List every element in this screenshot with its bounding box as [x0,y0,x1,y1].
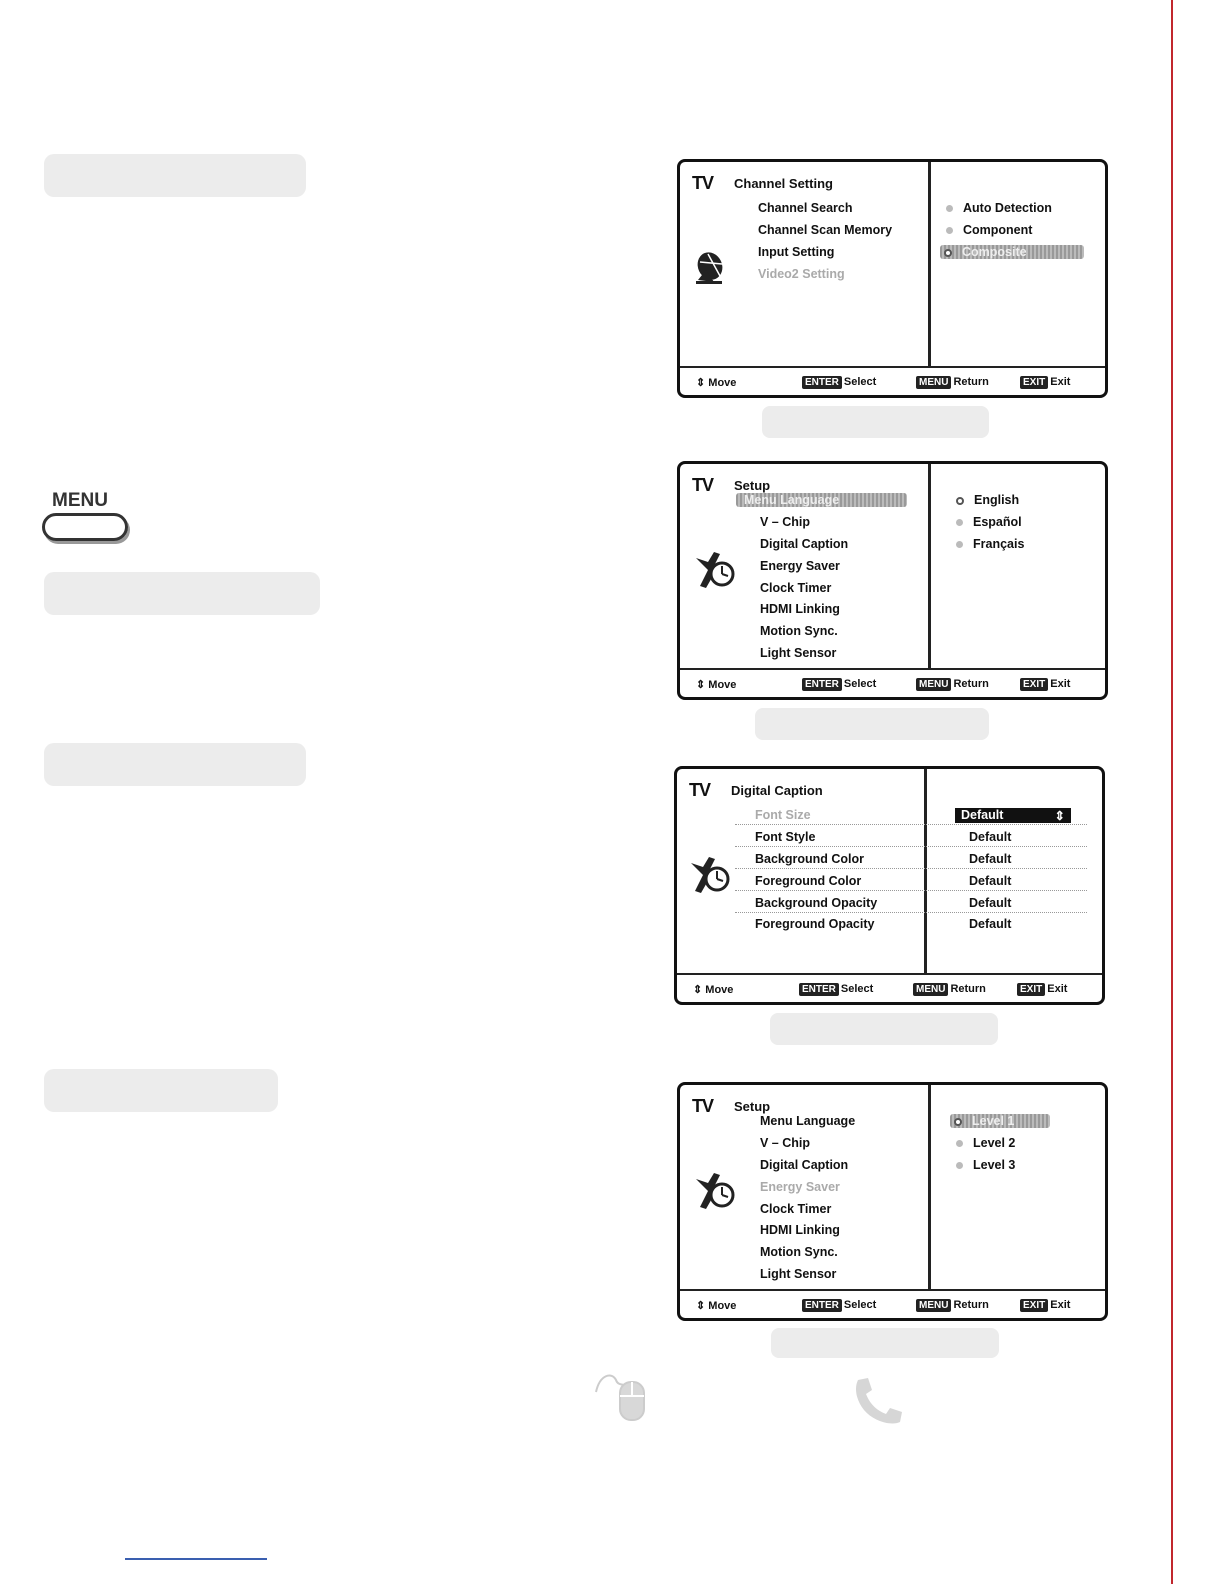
option-label: Level 3 [973,1158,1016,1172]
menu-item-v-chip[interactable]: V – Chip [760,1136,811,1150]
osd-divider [924,769,927,973]
footer-return: MENU Return [916,678,989,691]
up-down-arrow-icon: ⇕ [696,679,706,691]
footer-exit: EXIT Exit [1020,678,1070,691]
menu-item-energy-saver[interactable]: Energy Saver [760,559,840,573]
radio-icon [946,227,953,234]
menu-title: Setup [734,478,771,493]
osd-divider [928,464,931,668]
menu-item-light-sensor[interactable]: Light Sensor [760,1267,837,1281]
footer-move: ⇕ Move [696,1300,737,1312]
menu-title: Digital Caption [731,783,823,798]
exit-key-icon: EXIT [1017,983,1045,996]
caption-row-foreground-color[interactable]: Foreground Color [755,874,862,888]
menu-item-light-sensor[interactable]: Light Sensor [760,646,837,660]
menu-item-menu-language[interactable]: Menu Language [760,1114,856,1128]
footer-return: MENU Return [916,1299,989,1312]
menu-item-channel-search[interactable]: Channel Search [758,201,853,215]
page-edge-rule [1171,0,1173,1584]
up-down-arrow-icon: ⇕ [696,377,706,389]
osd-footer [680,668,1105,700]
enter-key-icon: ENTER [802,376,842,389]
option-label: Level 1 [972,1114,1015,1128]
option-label: Component [963,223,1033,237]
radio-selected-icon [954,1118,962,1126]
osd-divider [928,1085,931,1289]
screen-caption-4 [771,1328,999,1358]
osd-setup-language [677,461,1108,700]
option-espanol[interactable] [956,515,1022,529]
option-component[interactable] [946,223,1032,237]
row-separator [735,824,1087,825]
menu-item-energy-saver[interactable]: Energy Saver [760,1180,840,1194]
menu-item-video2-setting[interactable]: Video2 Setting [758,267,845,281]
radio-selected-icon [944,249,952,257]
background-opacity-value: Default [969,896,1012,910]
enter-key-icon: ENTER [802,1299,842,1312]
option-label: Auto Detection [963,201,1052,215]
tv-label: TV [692,475,714,495]
caption-row-font-style[interactable]: Font Style [755,830,816,844]
font-size-value-select[interactable]: Default ⇕ [955,808,1071,823]
footer-move: ⇕ Move [696,377,737,389]
menu-item-hdmi-linking[interactable]: HDMI Linking [760,1223,840,1237]
enter-key-icon: ENTER [802,678,842,691]
option-label: Español [973,515,1022,529]
menu-title: Setup [734,1099,771,1114]
menu-item-clock-timer[interactable]: Clock Timer [760,1202,832,1216]
menu-button-label: MENU [52,490,108,511]
caption-row-background-color[interactable]: Background Color [755,852,865,866]
setup-tools-clock-icon [687,855,731,902]
screen-caption-2 [755,708,989,740]
footer-exit: EXIT Exit [1020,1299,1070,1312]
tv-label: TV [692,173,714,193]
section-heading-4 [44,1069,278,1112]
footer-select: ENTER Select [802,1299,876,1312]
osd-footer [677,973,1102,1005]
exit-key-icon: EXIT [1020,1299,1048,1312]
row-separator [735,890,1087,891]
section-heading-3 [44,743,306,786]
footer-select: ENTER Select [802,376,876,389]
up-down-arrow-icon: ⇕ [696,1300,706,1312]
footer-move: ⇕ Move [696,679,737,691]
menu-key-icon: MENU [916,376,951,389]
caption-row-font-size[interactable]: Font Size [755,808,811,822]
option-label: Level 2 [973,1136,1016,1150]
up-down-arrow-icon: ⇕ [693,984,703,996]
footer-select: ENTER Select [799,983,873,996]
row-separator [735,846,1087,847]
phone-icon [852,1376,906,1433]
setup-tools-clock-icon [692,1171,736,1218]
font-style-value: Default [969,830,1012,844]
menu-remote-button[interactable] [42,490,128,546]
radio-icon [946,205,953,212]
radio-icon [956,1162,963,1169]
menu-item-digital-caption[interactable]: Digital Caption [760,1158,849,1172]
footer-exit: EXIT Exit [1017,983,1067,996]
radio-icon [956,519,963,526]
footer-select: ENTER Select [802,678,876,691]
footer-exit: EXIT Exit [1020,376,1070,389]
option-level-2[interactable] [956,1136,1015,1150]
radio-selected-icon [956,497,964,505]
osd-setup-energy-saver [677,1082,1108,1321]
menu-item-hdmi-linking[interactable]: HDMI Linking [760,602,840,616]
option-label: Composite [962,245,1027,259]
up-down-arrow-icon: ⇕ [1054,809,1065,823]
footer-move: ⇕ Move [693,984,734,996]
tv-label: TV [692,1096,714,1116]
caption-row-background-opacity[interactable]: Background Opacity [755,896,878,910]
option-auto-detection[interactable] [946,201,1052,215]
foreground-opacity-value: Default [969,917,1012,931]
section-heading-2 [44,572,320,615]
menu-item-v-chip[interactable]: V – Chip [760,515,811,529]
menu-button-shape [42,513,128,541]
option-francais[interactable] [956,537,1024,551]
option-label: Français [973,537,1025,551]
row-separator [735,868,1087,869]
tv-label: TV [689,780,711,800]
radio-icon [956,1140,963,1147]
menu-item-digital-caption[interactable]: Digital Caption [760,537,849,551]
caption-row-foreground-opacity[interactable]: Foreground Opacity [755,917,875,931]
option-level-3[interactable] [956,1158,1015,1172]
osd-digital-caption [674,766,1105,1005]
osd-divider [928,162,931,366]
background-color-value: Default [969,852,1012,866]
screen-caption-1 [762,406,989,438]
radio-icon [956,541,963,548]
menu-item-motion-sync[interactable]: Motion Sync. [760,1245,838,1259]
menu-key-icon: MENU [916,678,951,691]
exit-key-icon: EXIT [1020,678,1048,691]
menu-key-icon: MENU [913,983,948,996]
screen-caption-3 [770,1013,998,1045]
menu-item-channel-scan-memory[interactable]: Channel Scan Memory [758,223,893,237]
osd-footer [680,366,1105,398]
footer-return: MENU Return [916,376,989,389]
footer-return: MENU Return [913,983,986,996]
menu-item-input-setting[interactable]: Input Setting [758,245,835,259]
exit-key-icon: EXIT [1020,376,1048,389]
option-english[interactable] [956,493,1019,507]
enter-key-icon: ENTER [799,983,839,996]
setup-tools-clock-icon [692,550,736,597]
option-label: English [974,493,1020,507]
osd-channel-setting [677,159,1108,398]
osd-footer [680,1289,1105,1321]
satellite-dish-icon [692,250,726,291]
option-composite[interactable] [940,245,1084,259]
menu-title: Channel Setting [734,176,833,191]
footer-link-rule [125,1558,267,1560]
menu-item-motion-sync[interactable]: Motion Sync. [760,624,838,638]
menu-item-menu-language[interactable]: Menu Language [736,493,907,507]
section-heading-1 [44,154,306,197]
menu-item-clock-timer[interactable]: Clock Timer [760,581,832,595]
option-level-1[interactable] [950,1114,1050,1128]
foreground-color-value: Default [969,874,1012,888]
menu-key-icon: MENU [916,1299,951,1312]
row-separator [735,912,1087,913]
mouse-icon [594,1366,648,1429]
